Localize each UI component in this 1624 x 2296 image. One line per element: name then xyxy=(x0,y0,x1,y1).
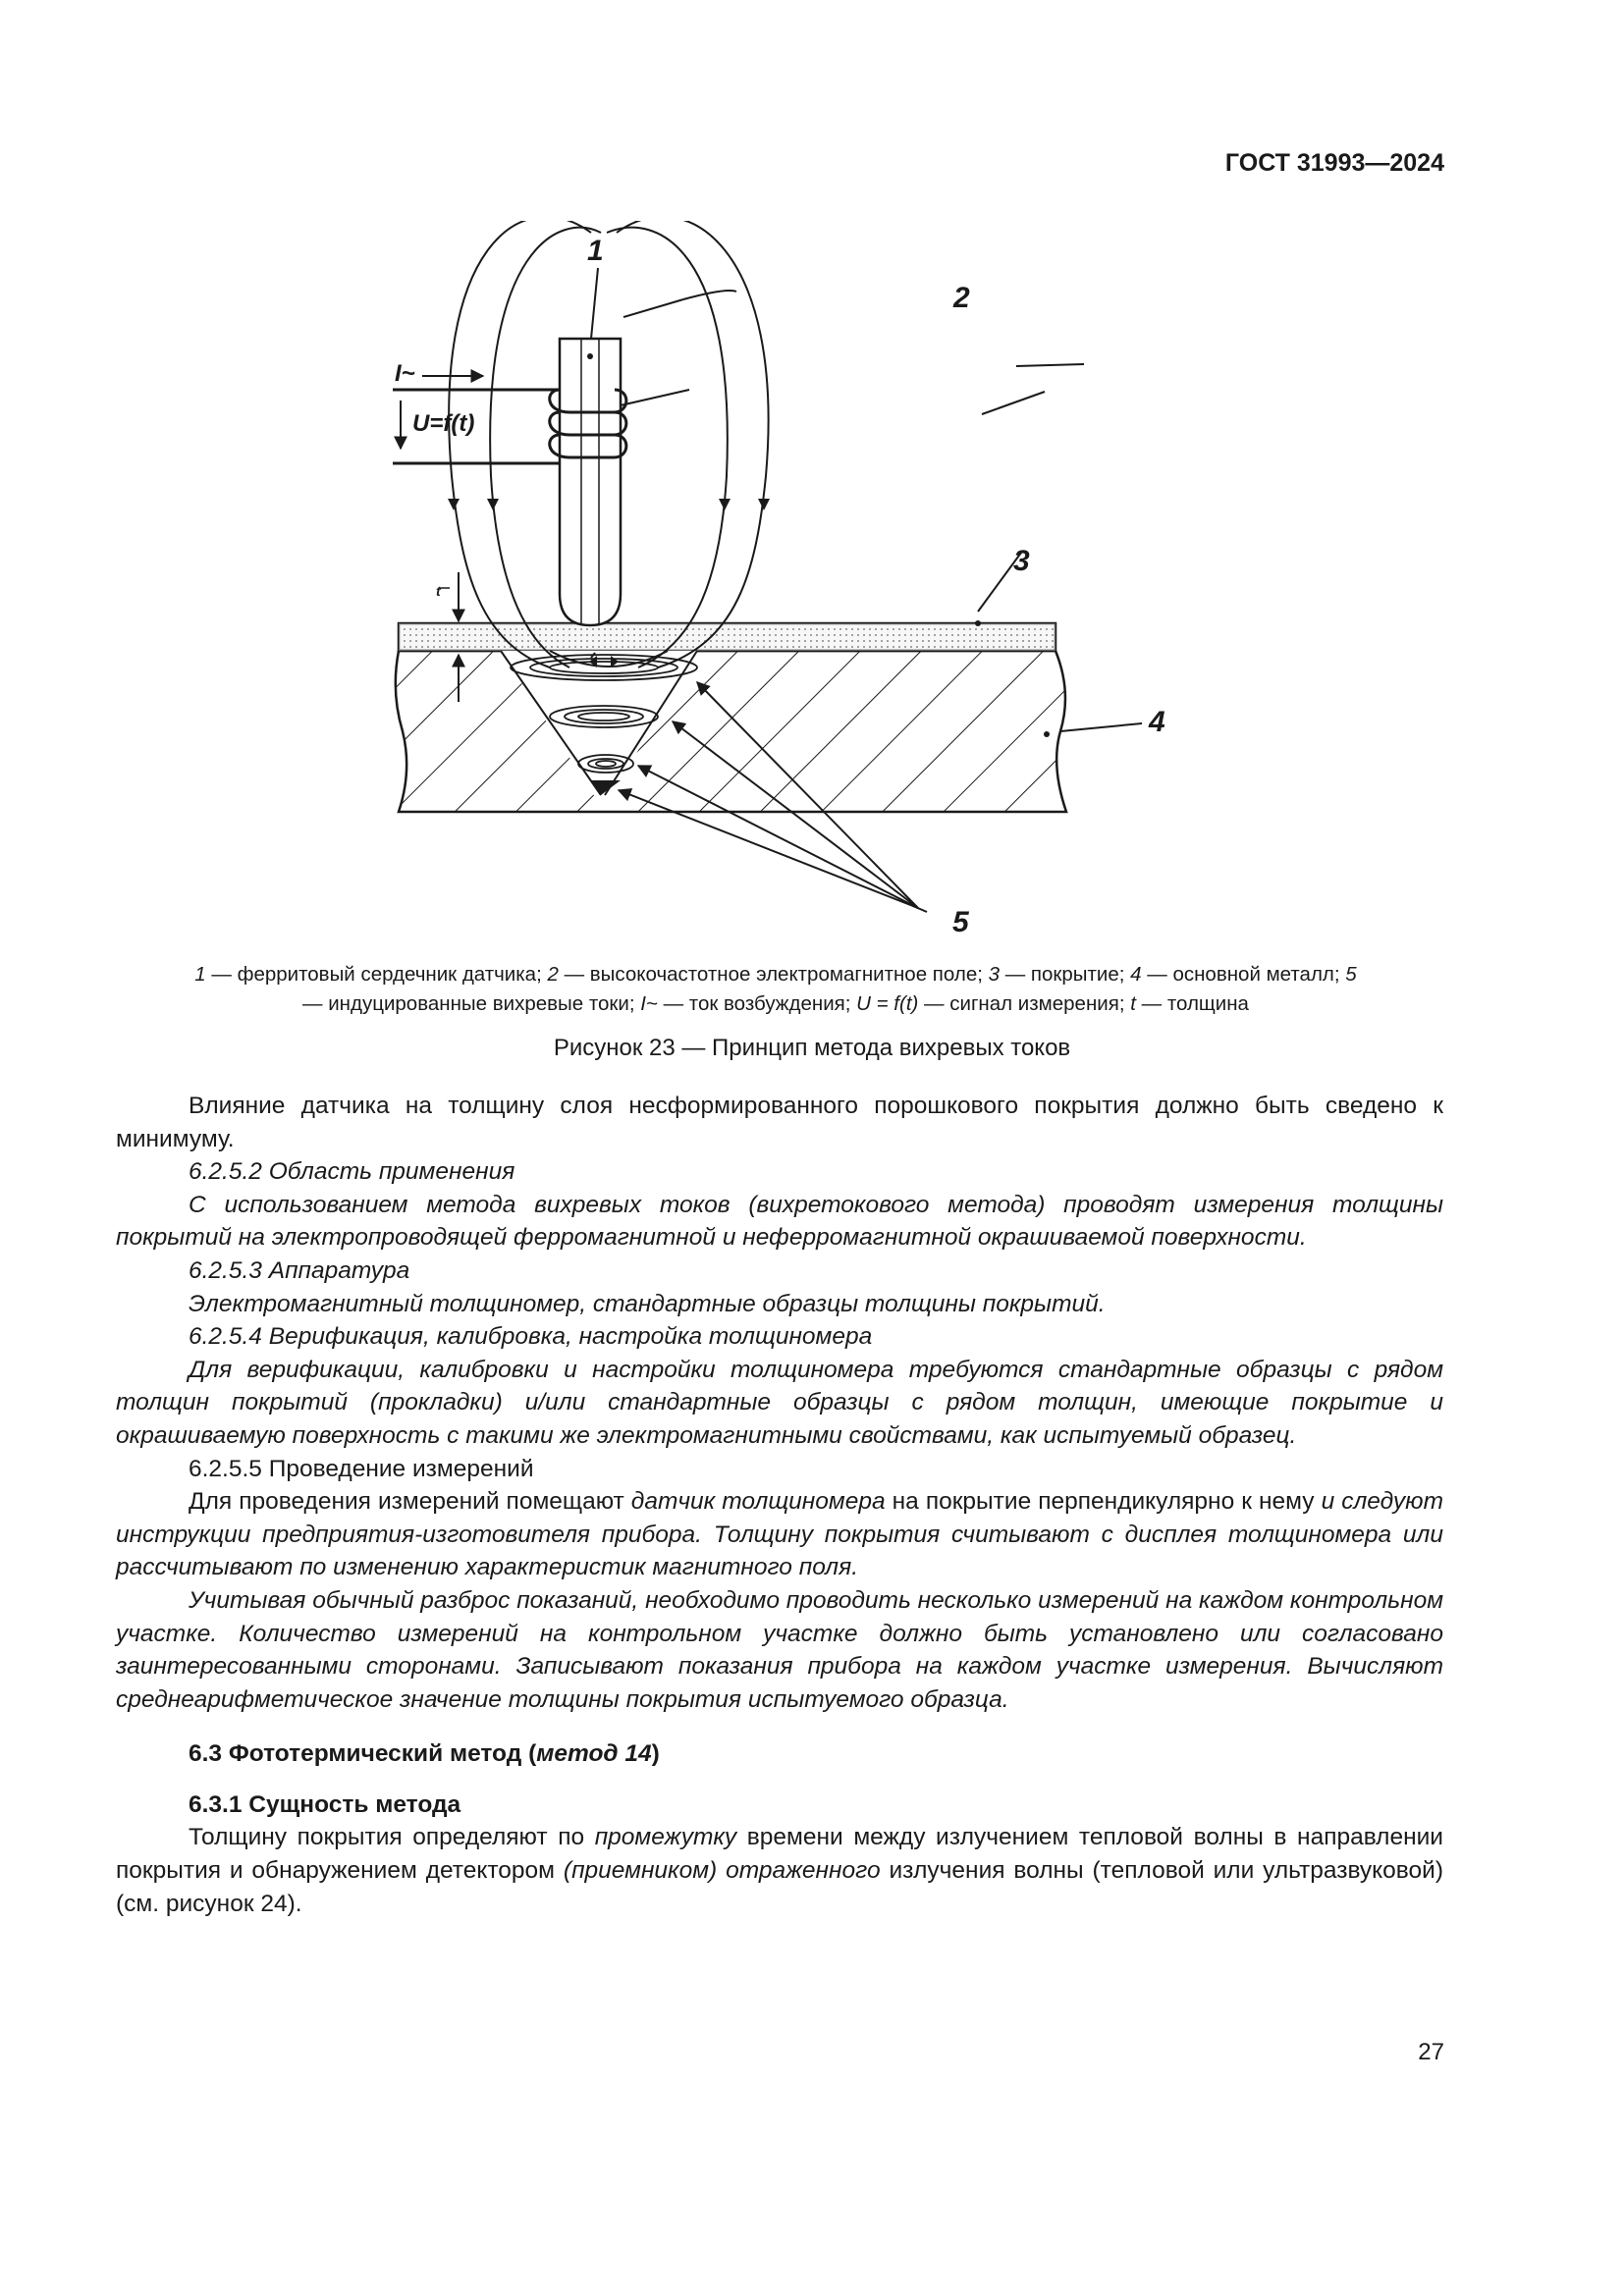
document-code: ГОСТ 31993—2024 xyxy=(1224,149,1444,177)
current-label: I~ xyxy=(395,360,415,387)
paragraph: Электромагнитный толщиномер, стандартные образцы толщины покрытий. xyxy=(189,1290,1106,1317)
section-heading-bold: 6.3 Фототермический метод (метод 14) xyxy=(189,1740,660,1768)
section-heading: 6.2.5.5 Проведение измерений xyxy=(189,1455,534,1482)
label-3: 3 xyxy=(1013,545,1030,577)
paragraph: С использованием метода вихревых токов (вихретокового метода) проводят измерения толщины покрытий на электропроводящей ферромагнитной и неферромагнитной окрашиваемой поверхности. xyxy=(116,1191,1443,1252)
body-text xyxy=(116,1090,1443,1920)
label-2: 2 xyxy=(953,282,970,314)
label-5: 5 xyxy=(952,906,969,938)
figure-eddy-current-diagram xyxy=(373,221,1178,947)
paragraph: Учитывая обычный разброс показаний, необходимо проводить несколько измерений на каждом контрольном участке. Количество измерений на контрольном участке должно быть установлено или согласовано заинтересованными сторонами. Записывают показания прибора на каждом участке измерения. Вычисляют среднеарифметическое значение толщины покрытия испытуемого образца. xyxy=(116,1586,1443,1713)
label-1: 1 xyxy=(587,235,604,267)
section-heading: 6.2.5.4 Верификация, калибровка, настройка толщиномера xyxy=(189,1323,873,1351)
section-heading: 6.2.5.2 Область применения xyxy=(189,1158,515,1186)
figure-caption: Рисунок 23 — Принцип метода вихревых токов xyxy=(553,1035,1071,1061)
subsection-heading-bold: 6.3.1 Сущность метода xyxy=(189,1790,461,1818)
paragraph: Для верификации, калибровки и настройки толщиномера требуются стандартные образцы с рядом толщин покрытий (прокладки) и/или стандартные образцы с рядом толщин, имеющие покрытие и окрашиваемую поверхность с такими же электромагнитными свойствами, как испытуемый образец. xyxy=(116,1356,1443,1449)
base-metal xyxy=(396,651,1066,812)
ferrite-core xyxy=(560,339,621,625)
paragraph: Для проведения измерений помещают датчик толщиномера на покрытие перпендикулярно к нему и следуют инструкции предприятия-изготовителя прибора. Толщину покрытия считывают с дисплея толщиномера или рассчитывают по изменению характеристик магнитного поля. xyxy=(116,1488,1443,1581)
section-heading: 6.2.5.3 Аппаратура xyxy=(189,1256,410,1284)
figure-legend: 1 — ферритовый сердечник датчика; 2 — высокочастотное электромагнитное поле; 3 — покрытие; 4 — основной металл; 5 — индуцированные вихревые токи; I~ — ток возбуждения; U = f(t) — сигнал измерения; t — толщина xyxy=(194,963,1357,1015)
paragraph: Толщину покрытия определяют по промежутку времени между излучением тепловой волны в направлении покрытия и обнаружением детектором (приемником) отраженного излучения волны (тепловой или ультразвуковой) (см. рисунок 24). xyxy=(116,1824,1444,1917)
page-number: 27 xyxy=(1418,2039,1444,2065)
paragraph: Влияние датчика на толщину слоя несформированного порошкового покрытия должно быть сведено к минимуму. xyxy=(116,1093,1443,1152)
thickness-label: t xyxy=(436,583,441,599)
signal-label: U=f(t) xyxy=(412,410,475,437)
label-4: 4 xyxy=(1149,706,1165,738)
